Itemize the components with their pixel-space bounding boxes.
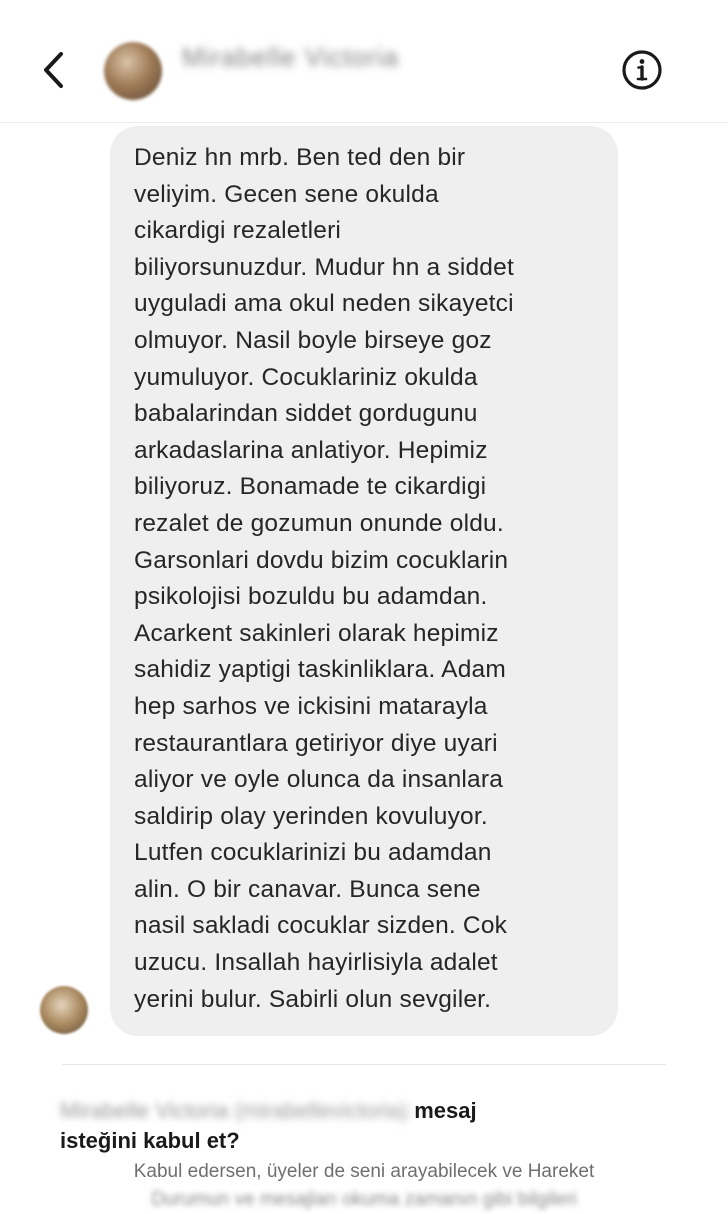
message-line: alin. O bir canavar. Bunca sene [134,875,481,903]
message-line: hep sarhos ve ickisini matarayla [134,692,488,720]
divider [62,1064,666,1065]
message-line: uyguladi ama okul neden sikayetci [134,290,514,318]
message-line: rezalet de gozumun onunde oldu. [134,509,504,537]
request-sender-name: Mirabelle Victoria [60,1098,229,1123]
message-line: yumuluyor. Cocuklariniz okulda [134,363,478,391]
message-request-prompt [60,1096,680,1156]
explanation-line: Durumun ve mesajları okuma zamanın gibi bilgileri [151,1189,577,1210]
contact-avatar[interactable] [104,42,162,100]
message-line: veliyim. Gecen sene okulda [134,180,439,208]
info-button[interactable] [618,46,666,94]
message-line: Deniz hn mrb. Ben ted den bir [134,144,466,171]
message-line: babalarindan siddet gordugunu [134,400,478,428]
message-line: Garsonlari dovdu bizim cocuklarin [134,546,509,574]
message-line: psikolojisi bozuldu bu adamdan. [134,583,488,611]
contact-name[interactable]: Mirabelle Victoria [182,42,399,72]
message-line: cikardigi rezaletleri [134,217,342,245]
chat-header [0,0,728,123]
message-bubble[interactable] [110,126,618,1036]
request-explanation [40,1158,688,1214]
message-line: Lutfen cocuklarinizi bu adamdan [134,839,492,867]
message-line: Acarkent sakinleri olarak hepimiz [134,619,499,647]
explanation-line: Kabul edersen, üyeler de seni arayabilecek ve Hareket [133,1161,595,1182]
message-line: uzucu. Insallah hayirlisiyla adalet [134,949,498,977]
message-line: nasil sakladi cocuklar sizden. Cok [134,912,508,940]
sender-avatar[interactable] [40,986,88,1034]
message-line: olmuyor. Nasil boyle birseye goz [134,326,492,354]
request-sender-handle: (mirabellevictoria) [234,1098,409,1123]
request-text-suffix: mesaj [414,1098,477,1123]
message-line: aliyor ve oyle olunca da insanlara [134,766,504,794]
message-line: sahidiz yaptigi taskinliklara. Adam [134,656,506,684]
message-line: yerini bulur. Sabirli olun sevgiler. [134,985,492,1013]
back-button[interactable] [34,46,74,94]
message-line: biliyoruz. Bonamade te cikardigi [134,473,487,501]
info-icon [620,48,664,92]
message-line: restaurantlara getiriyor diye uyari [134,729,498,757]
request-question: isteğini kabul et? [60,1128,240,1153]
message-line: saldirip olay yerinden kovuluyor. [134,802,488,830]
message-line: arkadaslarina anlatiyor. Hepimiz [134,436,488,464]
chevron-left-icon [41,50,67,90]
message-line: biliyorsunuzdur. Mudur hn a siddet [134,253,514,281]
